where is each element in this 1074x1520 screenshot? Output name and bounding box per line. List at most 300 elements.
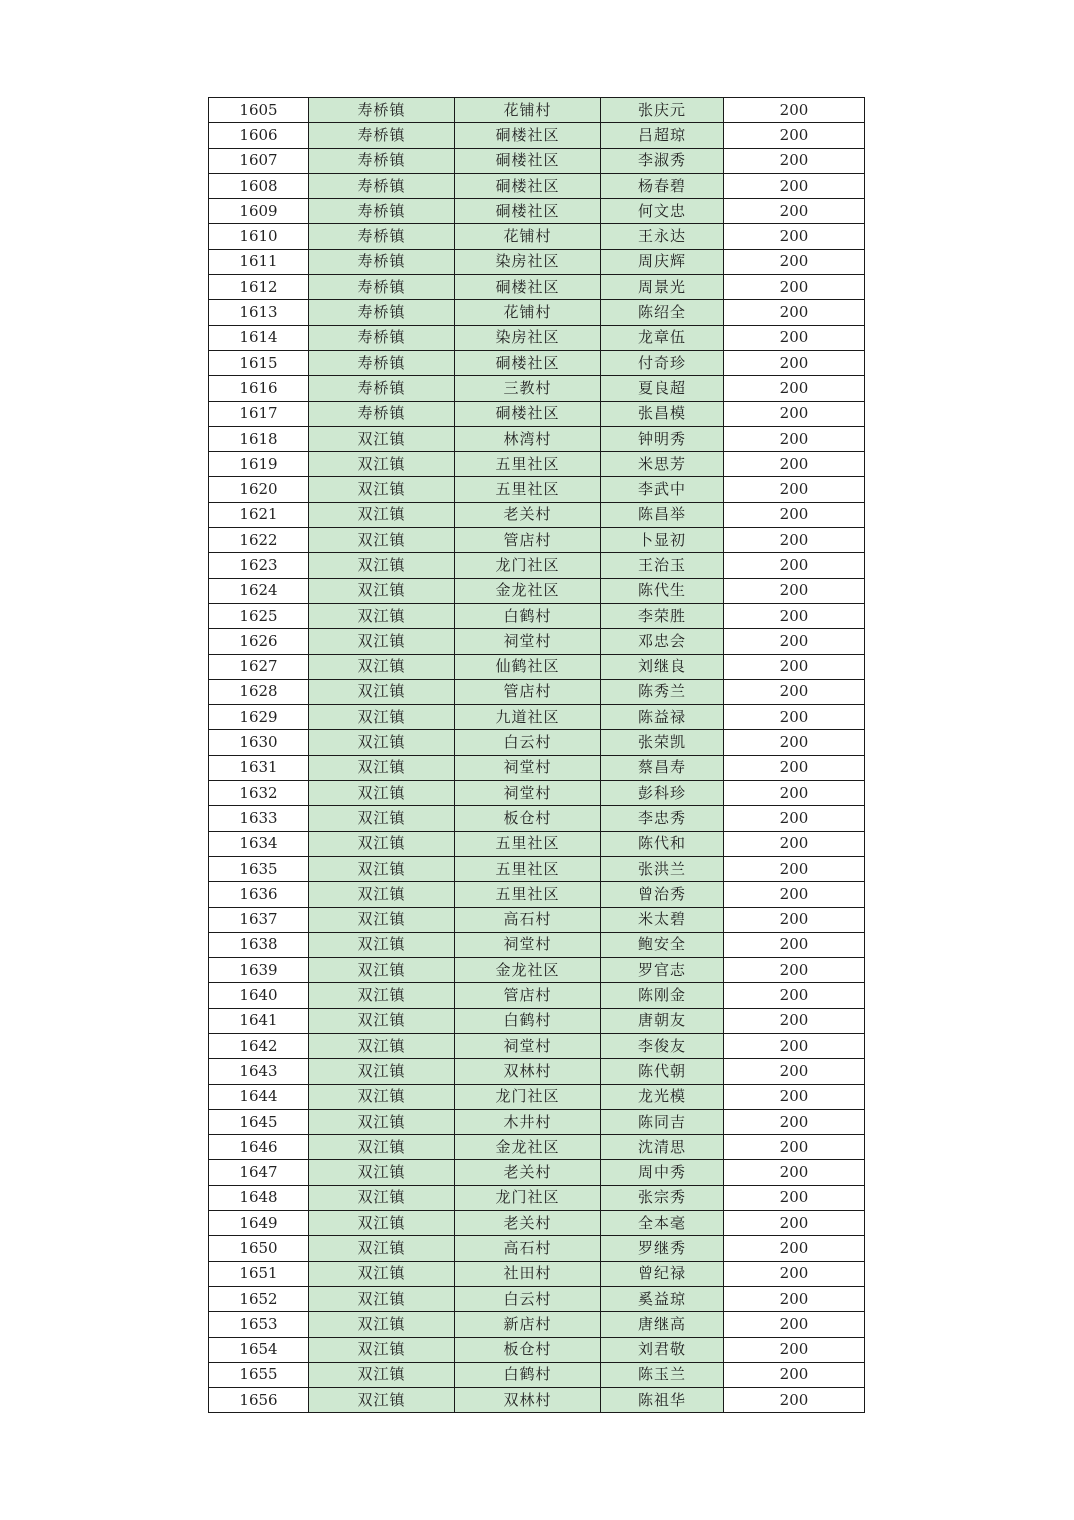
amount-cell: 200 — [724, 603, 865, 628]
table-row — [209, 983, 865, 1008]
town-cell: 寿桥镇 — [309, 199, 455, 224]
town-cell: 双江镇 — [309, 1388, 455, 1413]
town-cell: 双江镇 — [309, 1033, 455, 1058]
town-cell: 寿桥镇 — [309, 98, 455, 123]
table-row — [209, 1185, 865, 1210]
row-number-cell: 1635 — [209, 856, 309, 881]
name-cell: 唐朝友 — [601, 1008, 724, 1033]
town-cell: 双江镇 — [309, 983, 455, 1008]
village-cell: 硐楼社区 — [455, 350, 601, 375]
amount-cell: 200 — [724, 502, 865, 527]
row-number-cell: 1628 — [209, 679, 309, 704]
town-cell: 双江镇 — [309, 1160, 455, 1185]
amount-cell: 200 — [724, 401, 865, 426]
village-cell: 白云村 — [455, 730, 601, 755]
name-cell: 曾纪禄 — [601, 1261, 724, 1286]
village-cell: 双林村 — [455, 1059, 601, 1084]
amount-cell: 200 — [724, 932, 865, 957]
name-cell: 钟明秀 — [601, 426, 724, 451]
row-number-cell: 1637 — [209, 907, 309, 932]
town-cell: 寿桥镇 — [309, 350, 455, 375]
amount-cell: 200 — [724, 578, 865, 603]
amount-cell: 200 — [724, 806, 865, 831]
name-cell: 王永达 — [601, 224, 724, 249]
village-cell: 板仓村 — [455, 1337, 601, 1362]
row-number-cell: 1654 — [209, 1337, 309, 1362]
name-cell: 龙光模 — [601, 1084, 724, 1109]
name-cell: 陈玉兰 — [601, 1362, 724, 1387]
row-number-cell: 1646 — [209, 1135, 309, 1160]
town-cell: 双江镇 — [309, 1286, 455, 1311]
table-row — [209, 300, 865, 325]
town-cell: 双江镇 — [309, 831, 455, 856]
village-cell: 祠堂村 — [455, 1033, 601, 1058]
table-row — [209, 502, 865, 527]
table-row — [209, 831, 865, 856]
row-number-cell: 1632 — [209, 781, 309, 806]
town-cell: 双江镇 — [309, 806, 455, 831]
town-cell: 寿桥镇 — [309, 300, 455, 325]
village-cell: 社田村 — [455, 1261, 601, 1286]
row-number-cell: 1642 — [209, 1033, 309, 1058]
amount-cell: 200 — [724, 1261, 865, 1286]
table-row — [209, 932, 865, 957]
village-cell: 白鹤村 — [455, 603, 601, 628]
amount-cell: 200 — [724, 1211, 865, 1236]
table-row — [209, 1059, 865, 1084]
table-row — [209, 705, 865, 730]
town-cell: 双江镇 — [309, 1236, 455, 1261]
name-cell: 陈代生 — [601, 578, 724, 603]
row-number-cell: 1621 — [209, 502, 309, 527]
village-cell: 龙门社区 — [455, 1084, 601, 1109]
town-cell: 双江镇 — [309, 679, 455, 704]
table-row — [209, 1236, 865, 1261]
village-cell: 五里社区 — [455, 882, 601, 907]
amount-cell: 200 — [724, 528, 865, 553]
village-cell: 仙鹤社区 — [455, 654, 601, 679]
village-cell: 龙门社区 — [455, 553, 601, 578]
amount-cell: 200 — [724, 224, 865, 249]
table-row — [209, 1362, 865, 1387]
name-cell: 李荣胜 — [601, 603, 724, 628]
village-cell: 双林村 — [455, 1388, 601, 1413]
village-cell: 硐楼社区 — [455, 173, 601, 198]
table-row — [209, 654, 865, 679]
name-cell: 付奇珍 — [601, 350, 724, 375]
row-number-cell: 1633 — [209, 806, 309, 831]
amount-cell: 200 — [724, 1388, 865, 1413]
row-number-cell: 1627 — [209, 654, 309, 679]
amount-cell: 200 — [724, 376, 865, 401]
village-cell: 管店村 — [455, 679, 601, 704]
row-number-cell: 1645 — [209, 1109, 309, 1134]
row-number-cell: 1643 — [209, 1059, 309, 1084]
village-cell: 龙门社区 — [455, 1185, 601, 1210]
table-row — [209, 1135, 865, 1160]
table-row — [209, 781, 865, 806]
table-row — [209, 350, 865, 375]
amount-cell: 200 — [724, 1109, 865, 1134]
village-cell: 硐楼社区 — [455, 148, 601, 173]
name-cell: 陈代朝 — [601, 1059, 724, 1084]
row-number-cell: 1622 — [209, 528, 309, 553]
name-cell: 米太碧 — [601, 907, 724, 932]
village-cell: 九道社区 — [455, 705, 601, 730]
town-cell: 双江镇 — [309, 1211, 455, 1236]
row-number-cell: 1639 — [209, 958, 309, 983]
name-cell: 李淑秀 — [601, 148, 724, 173]
amount-cell: 200 — [724, 350, 865, 375]
name-cell: 蔡昌寿 — [601, 755, 724, 780]
name-cell: 陈昌举 — [601, 502, 724, 527]
village-cell: 花铺村 — [455, 224, 601, 249]
village-cell: 高石村 — [455, 907, 601, 932]
amount-cell: 200 — [724, 907, 865, 932]
table-row — [209, 629, 865, 654]
row-number-cell: 1623 — [209, 553, 309, 578]
amount-cell: 200 — [724, 654, 865, 679]
amount-cell: 200 — [724, 553, 865, 578]
table-row — [209, 1160, 865, 1185]
name-cell: 唐继高 — [601, 1312, 724, 1337]
amount-cell: 200 — [724, 426, 865, 451]
row-number-cell: 1648 — [209, 1185, 309, 1210]
town-cell: 寿桥镇 — [309, 275, 455, 300]
row-number-cell: 1652 — [209, 1286, 309, 1311]
table-row — [209, 98, 865, 123]
village-cell: 硐楼社区 — [455, 401, 601, 426]
name-cell: 罗官志 — [601, 958, 724, 983]
town-cell: 寿桥镇 — [309, 148, 455, 173]
table-row — [209, 224, 865, 249]
amount-cell: 200 — [724, 1084, 865, 1109]
village-cell: 硐楼社区 — [455, 275, 601, 300]
row-number-cell: 1618 — [209, 426, 309, 451]
row-number-cell: 1613 — [209, 300, 309, 325]
town-cell: 双江镇 — [309, 1135, 455, 1160]
table-body — [209, 98, 865, 1413]
table-row — [209, 275, 865, 300]
row-number-cell: 1609 — [209, 199, 309, 224]
village-cell: 老关村 — [455, 502, 601, 527]
village-cell: 五里社区 — [455, 452, 601, 477]
row-number-cell: 1638 — [209, 932, 309, 957]
name-cell: 刘继良 — [601, 654, 724, 679]
row-number-cell: 1619 — [209, 452, 309, 477]
amount-cell: 200 — [724, 1337, 865, 1362]
name-cell: 米思芳 — [601, 452, 724, 477]
table-row — [209, 528, 865, 553]
table-row — [209, 1337, 865, 1362]
amount-cell: 200 — [724, 123, 865, 148]
table-row — [209, 477, 865, 502]
amount-cell: 200 — [724, 983, 865, 1008]
row-number-cell: 1626 — [209, 629, 309, 654]
name-cell: 全本毫 — [601, 1211, 724, 1236]
town-cell: 双江镇 — [309, 730, 455, 755]
amount-cell: 200 — [724, 856, 865, 881]
village-cell: 五里社区 — [455, 831, 601, 856]
village-cell: 金龙社区 — [455, 578, 601, 603]
village-cell: 祠堂村 — [455, 932, 601, 957]
village-cell: 祠堂村 — [455, 781, 601, 806]
name-cell: 张庆元 — [601, 98, 724, 123]
amount-cell: 200 — [724, 1312, 865, 1337]
name-cell: 李忠秀 — [601, 806, 724, 831]
row-number-cell: 1655 — [209, 1362, 309, 1387]
town-cell: 双江镇 — [309, 1337, 455, 1362]
town-cell: 双江镇 — [309, 553, 455, 578]
row-number-cell: 1641 — [209, 1008, 309, 1033]
town-cell: 双江镇 — [309, 654, 455, 679]
name-cell: 杨春碧 — [601, 173, 724, 198]
table-row — [209, 856, 865, 881]
beneficiary-table — [208, 97, 865, 1413]
town-cell: 双江镇 — [309, 856, 455, 881]
row-number-cell: 1656 — [209, 1388, 309, 1413]
table-row — [209, 730, 865, 755]
name-cell: 卜显初 — [601, 528, 724, 553]
amount-cell: 200 — [724, 300, 865, 325]
village-cell: 祠堂村 — [455, 755, 601, 780]
town-cell: 双江镇 — [309, 1362, 455, 1387]
town-cell: 寿桥镇 — [309, 376, 455, 401]
village-cell: 硐楼社区 — [455, 199, 601, 224]
amount-cell: 200 — [724, 1059, 865, 1084]
name-cell: 夏良超 — [601, 376, 724, 401]
name-cell: 周庆辉 — [601, 249, 724, 274]
village-cell: 金龙社区 — [455, 958, 601, 983]
amount-cell: 200 — [724, 705, 865, 730]
row-number-cell: 1614 — [209, 325, 309, 350]
village-cell: 老关村 — [455, 1211, 601, 1236]
amount-cell: 200 — [724, 1185, 865, 1210]
amount-cell: 200 — [724, 452, 865, 477]
row-number-cell: 1620 — [209, 477, 309, 502]
town-cell: 双江镇 — [309, 1185, 455, 1210]
table-row — [209, 199, 865, 224]
amount-cell: 200 — [724, 629, 865, 654]
amount-cell: 200 — [724, 1286, 865, 1311]
table-row — [209, 1286, 865, 1311]
town-cell: 双江镇 — [309, 1084, 455, 1109]
amount-cell: 200 — [724, 98, 865, 123]
village-cell: 木井村 — [455, 1109, 601, 1134]
town-cell: 双江镇 — [309, 452, 455, 477]
village-cell: 高石村 — [455, 1236, 601, 1261]
amount-cell: 200 — [724, 755, 865, 780]
amount-cell: 200 — [724, 1236, 865, 1261]
amount-cell: 200 — [724, 1135, 865, 1160]
row-number-cell: 1653 — [209, 1312, 309, 1337]
name-cell: 周景光 — [601, 275, 724, 300]
village-cell: 白鹤村 — [455, 1008, 601, 1033]
table-row — [209, 882, 865, 907]
village-cell: 白云村 — [455, 1286, 601, 1311]
name-cell: 奚益琼 — [601, 1286, 724, 1311]
name-cell: 沈清思 — [601, 1135, 724, 1160]
row-number-cell: 1606 — [209, 123, 309, 148]
table-row — [209, 679, 865, 704]
name-cell: 刘君敬 — [601, 1337, 724, 1362]
name-cell: 龙章伍 — [601, 325, 724, 350]
name-cell: 陈代和 — [601, 831, 724, 856]
table-row — [209, 1033, 865, 1058]
name-cell: 陈刚金 — [601, 983, 724, 1008]
name-cell: 鲍安全 — [601, 932, 724, 957]
row-number-cell: 1616 — [209, 376, 309, 401]
row-number-cell: 1644 — [209, 1084, 309, 1109]
amount-cell: 200 — [724, 958, 865, 983]
name-cell: 周中秀 — [601, 1160, 724, 1185]
table-row — [209, 553, 865, 578]
village-cell: 新店村 — [455, 1312, 601, 1337]
row-number-cell: 1629 — [209, 705, 309, 730]
village-cell: 染房社区 — [455, 249, 601, 274]
town-cell: 双江镇 — [309, 1059, 455, 1084]
town-cell: 双江镇 — [309, 958, 455, 983]
town-cell: 双江镇 — [309, 1109, 455, 1134]
table-row — [209, 1109, 865, 1134]
amount-cell: 200 — [724, 831, 865, 856]
row-number-cell: 1651 — [209, 1261, 309, 1286]
row-number-cell: 1630 — [209, 730, 309, 755]
amount-cell: 200 — [724, 148, 865, 173]
table-row — [209, 1388, 865, 1413]
table-row — [209, 401, 865, 426]
name-cell: 吕超琼 — [601, 123, 724, 148]
row-number-cell: 1617 — [209, 401, 309, 426]
name-cell: 张荣凯 — [601, 730, 724, 755]
town-cell: 双江镇 — [309, 1008, 455, 1033]
town-cell: 双江镇 — [309, 426, 455, 451]
amount-cell: 200 — [724, 325, 865, 350]
row-number-cell: 1624 — [209, 578, 309, 603]
name-cell: 陈秀兰 — [601, 679, 724, 704]
table-row — [209, 426, 865, 451]
town-cell: 双江镇 — [309, 1261, 455, 1286]
town-cell: 双江镇 — [309, 705, 455, 730]
table-row — [209, 755, 865, 780]
table-row — [209, 249, 865, 274]
village-cell: 花铺村 — [455, 300, 601, 325]
village-cell: 白鹤村 — [455, 1362, 601, 1387]
village-cell: 三教村 — [455, 376, 601, 401]
amount-cell: 200 — [724, 477, 865, 502]
row-number-cell: 1631 — [209, 755, 309, 780]
amount-cell: 200 — [724, 1033, 865, 1058]
amount-cell: 200 — [724, 679, 865, 704]
row-number-cell: 1608 — [209, 173, 309, 198]
name-cell: 彭科珍 — [601, 781, 724, 806]
table-row — [209, 578, 865, 603]
amount-cell: 200 — [724, 882, 865, 907]
table-row — [209, 325, 865, 350]
village-cell: 硐楼社区 — [455, 123, 601, 148]
name-cell: 张昌模 — [601, 401, 724, 426]
name-cell: 李俊友 — [601, 1033, 724, 1058]
village-cell: 花铺村 — [455, 98, 601, 123]
amount-cell: 200 — [724, 199, 865, 224]
name-cell: 王治玉 — [601, 553, 724, 578]
village-cell: 染房社区 — [455, 325, 601, 350]
town-cell: 双江镇 — [309, 477, 455, 502]
name-cell: 张洪兰 — [601, 856, 724, 881]
name-cell: 陈绍全 — [601, 300, 724, 325]
table-row — [209, 148, 865, 173]
amount-cell: 200 — [724, 1160, 865, 1185]
town-cell: 双江镇 — [309, 578, 455, 603]
row-number-cell: 1611 — [209, 249, 309, 274]
village-cell: 林湾村 — [455, 426, 601, 451]
name-cell: 曾治秀 — [601, 882, 724, 907]
row-number-cell: 1634 — [209, 831, 309, 856]
table-row — [209, 958, 865, 983]
row-number-cell: 1650 — [209, 1236, 309, 1261]
table-row — [209, 173, 865, 198]
amount-cell: 200 — [724, 1362, 865, 1387]
town-cell: 双江镇 — [309, 907, 455, 932]
amount-cell: 200 — [724, 173, 865, 198]
town-cell: 双江镇 — [309, 932, 455, 957]
amount-cell: 200 — [724, 275, 865, 300]
table-row — [209, 1312, 865, 1337]
amount-cell: 200 — [724, 781, 865, 806]
name-cell: 邓忠会 — [601, 629, 724, 654]
row-number-cell: 1607 — [209, 148, 309, 173]
name-cell: 罗继秀 — [601, 1236, 724, 1261]
village-cell: 五里社区 — [455, 856, 601, 881]
town-cell: 寿桥镇 — [309, 123, 455, 148]
town-cell: 双江镇 — [309, 603, 455, 628]
name-cell: 陈同吉 — [601, 1109, 724, 1134]
village-cell: 金龙社区 — [455, 1135, 601, 1160]
table-row — [209, 376, 865, 401]
row-number-cell: 1647 — [209, 1160, 309, 1185]
village-cell: 老关村 — [455, 1160, 601, 1185]
amount-cell: 200 — [724, 1008, 865, 1033]
village-cell: 板仓村 — [455, 806, 601, 831]
row-number-cell: 1615 — [209, 350, 309, 375]
name-cell: 陈祖华 — [601, 1388, 724, 1413]
town-cell: 寿桥镇 — [309, 224, 455, 249]
village-cell: 管店村 — [455, 528, 601, 553]
table-row — [209, 123, 865, 148]
row-number-cell: 1640 — [209, 983, 309, 1008]
town-cell: 双江镇 — [309, 629, 455, 654]
table-row — [209, 907, 865, 932]
town-cell: 双江镇 — [309, 781, 455, 806]
town-cell: 寿桥镇 — [309, 325, 455, 350]
town-cell: 双江镇 — [309, 1312, 455, 1337]
town-cell: 双江镇 — [309, 502, 455, 527]
town-cell: 双江镇 — [309, 528, 455, 553]
row-number-cell: 1605 — [209, 98, 309, 123]
row-number-cell: 1649 — [209, 1211, 309, 1236]
table-row — [209, 452, 865, 477]
row-number-cell: 1636 — [209, 882, 309, 907]
row-number-cell: 1610 — [209, 224, 309, 249]
name-cell: 李武中 — [601, 477, 724, 502]
table-row — [209, 806, 865, 831]
table-row — [209, 603, 865, 628]
name-cell: 何文忠 — [601, 199, 724, 224]
table-row — [209, 1008, 865, 1033]
table-row — [209, 1211, 865, 1236]
village-cell: 祠堂村 — [455, 629, 601, 654]
name-cell: 张宗秀 — [601, 1185, 724, 1210]
